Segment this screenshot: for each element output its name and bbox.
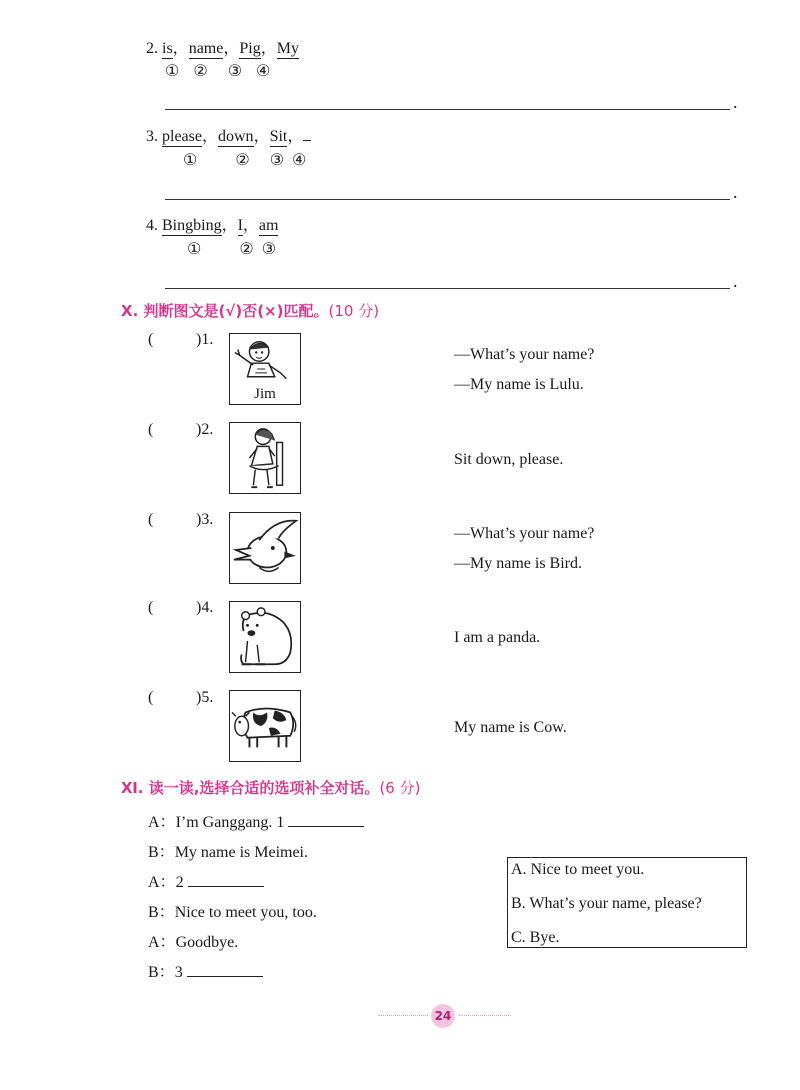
picture-box	[229, 601, 301, 673]
period: .	[733, 92, 738, 112]
answer-paren[interactable]: (	[148, 421, 154, 438]
answer-line[interactable]	[165, 199, 730, 200]
item-number: 4.	[146, 217, 158, 234]
order-marks: ① ② ③	[187, 241, 279, 258]
answer-paren[interactable]: (	[148, 511, 154, 528]
answer-paren[interactable]: (	[148, 689, 154, 706]
dialogue-row: A：I’m Ganggang. 1	[148, 809, 364, 832]
section-11-title: Ⅺ. 读一读,选择合适的选项补全对话。(6 分)	[121, 779, 421, 797]
period: .	[733, 271, 738, 291]
dialogue-line: —What’s your name?	[454, 346, 595, 363]
reorder-item-2: 2. is，name，Pig，My	[146, 40, 299, 57]
dialogue-line: I am a panda.	[454, 629, 541, 646]
option-c: C. Bye.	[511, 929, 560, 946]
order-marks: ① ② ③ ④	[183, 152, 309, 169]
item-number: 2.	[146, 40, 158, 57]
dialogue-line: —My name is Bird.	[454, 555, 582, 572]
dialogue-row: A：Goodbye.	[148, 934, 239, 951]
word-chip: name	[188, 40, 224, 57]
item-number: )4.	[196, 599, 214, 616]
item-number: )5.	[196, 689, 214, 706]
dialogue-row: B：Nice to meet you, too.	[148, 904, 317, 921]
answer-paren[interactable]: (	[148, 599, 154, 616]
option-b: B. What’s your name, please?	[511, 895, 702, 912]
item-number: )3.	[196, 511, 214, 528]
bird-icon	[230, 513, 300, 583]
item-number: )1.	[196, 331, 214, 348]
item-number: 3.	[146, 128, 158, 145]
bear-icon	[230, 602, 300, 672]
item-number: )2.	[196, 421, 214, 438]
picture-caption: Jim	[254, 386, 276, 402]
answer-line[interactable]	[165, 109, 730, 110]
dialogue-row: B：3	[148, 959, 263, 982]
girl-sitting-icon	[230, 423, 300, 493]
word-chip: Bingbing	[162, 217, 222, 234]
options-box	[507, 857, 747, 948]
word-chip: is	[162, 40, 173, 57]
footer-dots-right	[459, 1015, 511, 1016]
word-chip: down	[218, 128, 254, 145]
footer-dots-left	[378, 1015, 428, 1016]
picture-box	[229, 422, 301, 494]
word-chip: please	[162, 128, 202, 145]
cow-icon	[230, 691, 300, 761]
section-10-title: Ⅹ. 判断图文是(√)否(×)匹配。(10 分)	[121, 302, 380, 320]
picture-box	[229, 690, 301, 762]
word-chip: My	[276, 40, 299, 57]
answer-paren[interactable]: (	[148, 331, 154, 348]
picture-box	[229, 512, 301, 584]
dialogue-row: A：2	[148, 869, 264, 892]
fill-blank[interactable]	[187, 962, 263, 977]
reorder-item-3: 3. please，down，Sit，	[146, 123, 311, 146]
fill-blank[interactable]	[188, 872, 264, 887]
word-chip: am	[258, 217, 279, 234]
option-a: A. Nice to meet you.	[511, 861, 645, 878]
dialogue-line: Sit down, please.	[454, 451, 564, 468]
reorder-item-4: 4. Bingbing，I，am	[146, 217, 279, 234]
word-chip: Sit	[269, 128, 288, 145]
word-chip: Pig	[239, 40, 261, 57]
order-marks: ① ② ③ ④	[165, 63, 273, 80]
dialogue-line: —My name is Lulu.	[454, 376, 584, 393]
dialogue-line: —What’s your name?	[454, 525, 595, 542]
page-number: 24	[431, 1004, 455, 1028]
word-chip	[303, 139, 311, 141]
fill-blank[interactable]	[288, 812, 364, 827]
answer-line[interactable]	[165, 288, 730, 289]
word-chip: I	[237, 217, 243, 234]
period: .	[733, 182, 738, 202]
picture-box	[229, 333, 301, 405]
dialogue-row: B：My name is Meimei.	[148, 844, 308, 861]
dialogue-line: My name is Cow.	[454, 719, 567, 736]
